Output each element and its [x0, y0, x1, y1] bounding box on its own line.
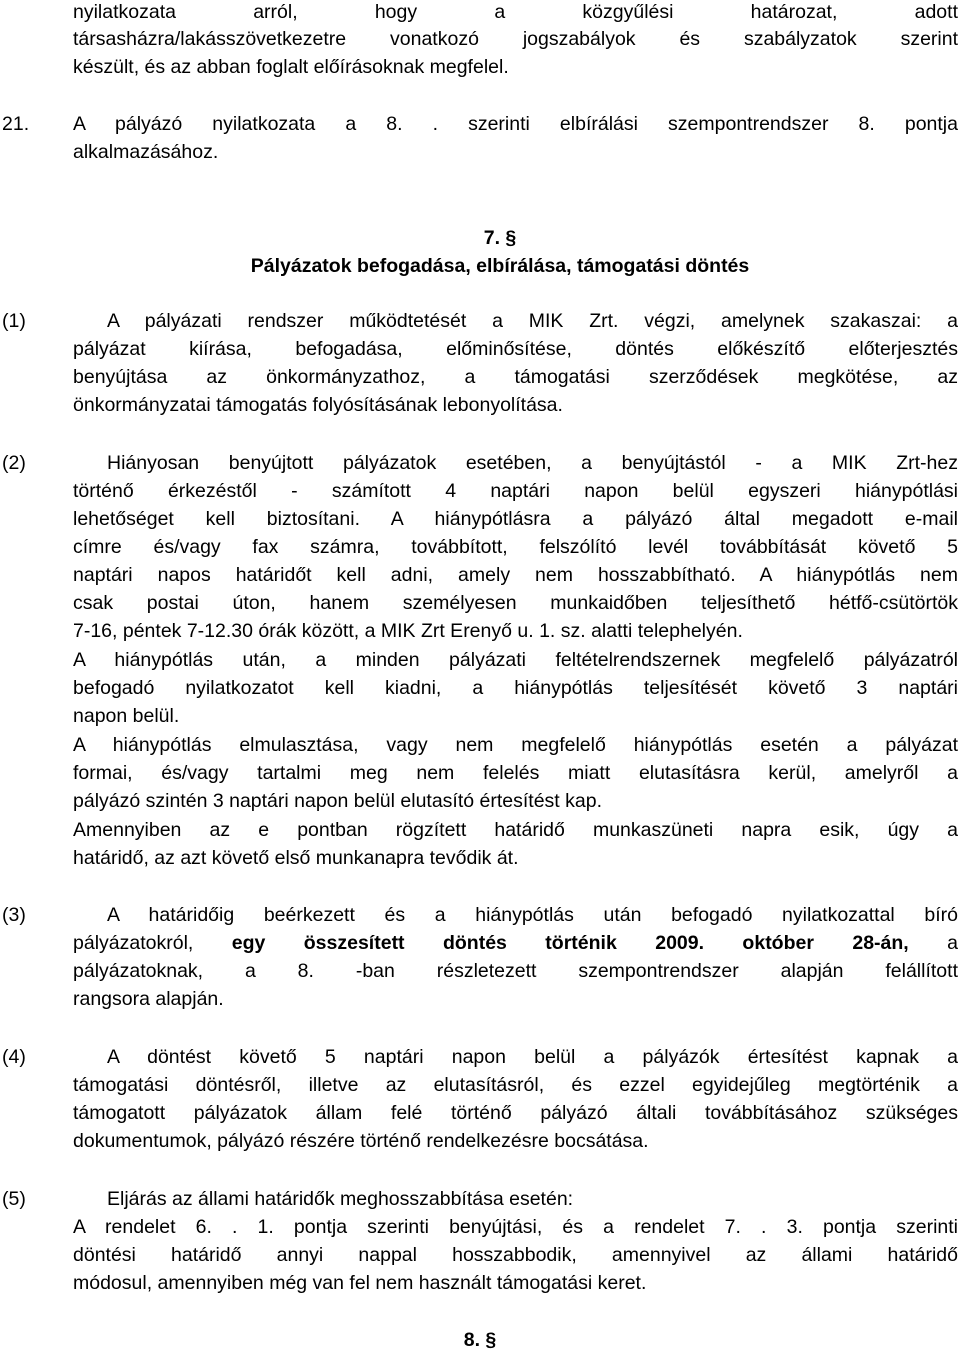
item-21-number: 21.	[2, 113, 30, 135]
p4-number: (4)	[2, 1046, 26, 1068]
p3-number: (3)	[2, 904, 26, 926]
section-8-number: 8. §	[463, 1329, 497, 1351]
p1-line-4: önkormányzatai támogatás folyósításának lebonyolítása.	[73, 394, 563, 416]
p2-line: csak postai úton, hanem személyesen munkaidőben teljesíthető hétfő-csütörtök	[73, 592, 958, 614]
p2-line: naptári napos határidőt kell adni, amely nem hosszabbítható. A hiánypótlás nem	[73, 564, 958, 586]
p1-number: (1)	[2, 310, 26, 332]
p2-line: formai, és/vagy tartalmi meg nem felelés miatt elutasításra kerül, amelyről a	[73, 762, 958, 784]
p4-line-4: dokumentumok, pályázó részére történő rendelkezésre bocsátása.	[73, 1130, 649, 1152]
p2-line: napon belül.	[73, 705, 180, 727]
p3-line-4: rangsora alapján.	[73, 988, 224, 1010]
p1-line-1: A pályázati rendszer működtetését a MIK Zrt. végzi, amelynek szakaszai: a	[107, 310, 958, 332]
p5-line-3: döntési határidő annyi nappal hosszabbodik, amennyivel az állami határidő	[73, 1244, 958, 1266]
p5-line-1: Eljárás az állami határidők meghosszabbítása esetén:	[107, 1188, 574, 1210]
item-21-line-2: alkalmazásához.	[73, 141, 219, 163]
section-sign-icon: §	[505, 227, 517, 249]
intro-line-1: nyilatkozata arról, hogy a közgyűlési határozat, adott	[73, 1, 958, 23]
p2-line: befogadó nyilatkozatot kell kiadni, a hiánypótlás teljesítését követő 3 naptári	[73, 677, 958, 699]
p2-line: Hiányosan benyújtott pályázatok esetében, a benyújtástól - a MIK Zrt-hez	[107, 452, 958, 474]
section-7-title: Pályázatok befogadása, elbírálása, támogatási döntés	[250, 255, 750, 277]
item-21-line-1: A pályázó nyilatkozata a 8. . szerinti elbírálási szempontrendszer 8. pontja	[73, 113, 958, 135]
p1-line-3: benyújtása az önkormányzathoz, a támogatási szerződések megkötése, az	[73, 366, 958, 388]
p2-line: lehetőséget kell biztosítani. A hiánypótlásra a pályázó által megadott e-mail	[73, 508, 958, 530]
p3-line-2	[73, 931, 958, 955]
intro-line-3: készült, és az abban foglalt előírásoknak megfelel.	[73, 56, 509, 78]
p5-line-2: A rendelet 6. . 1. pontja szerinti benyújtási, és a rendelet 7. . 3. pontja szerinti	[73, 1216, 958, 1238]
p2-line: Amennyiben az e pontban rögzített határidő munkaszüneti napra esik, úgy a	[73, 819, 958, 841]
section-sign-icon: §	[485, 1329, 497, 1351]
p2-line: 7-16, péntek 7-12.30 órák között, a MIK Zrt Erenyő u. 1. sz. alatti telephelyén.	[73, 620, 743, 642]
p1-line-2: pályázat kiírása, befogadása, előminősítése, döntés előkészítő előterjesztés	[73, 338, 958, 360]
p2-line: határidő, az azt követő első munkanapra tevődik át.	[73, 847, 519, 869]
p4-line-2: támogatási döntésről, illetve az elutasításról, és ezzel egyidejűleg megtörténik a	[73, 1074, 958, 1096]
p5-line-4: módosul, amennyiben még van fel nem használt támogatási keret.	[73, 1272, 647, 1294]
p2-line: A hiánypótlás után, a minden pályázati feltételrendszernek megfelelő pályázatról	[73, 649, 958, 671]
p2-line: A hiánypótlás elmulasztása, vagy nem megfelelő hiánypótlás esetén a pályázat	[73, 734, 958, 756]
intro-line-2: társasházra/lakásszövetkezetre vonatkozó jogszabályok és szabályzatok szerint	[73, 28, 958, 50]
p3-line-2-start: pályázatokról,	[73, 932, 194, 954]
p3-line-3: pályázatoknak, a 8. -ban részletezett szempontrendszer alapján felállított	[73, 960, 958, 982]
p2-line: címre és/vagy fax számra, továbbított, felszólító levél továbbítását követő 5	[73, 536, 958, 558]
p5-number: (5)	[2, 1188, 26, 1210]
section-7-number: 7. §	[483, 227, 517, 249]
p2-line: történő érkezéstől - számított 4 naptári napon belül egyszeri hiánypótlási	[73, 480, 958, 502]
p3-decision-date: egy összesített döntés történik 2009. október 28-án,	[231, 932, 909, 954]
p3-line-2-end: a	[947, 932, 958, 954]
p4-line-1: A döntést követő 5 naptári napon belül a pályázók értesítést kapnak a	[107, 1046, 958, 1068]
p4-line-3: támogatott pályázatok állam felé történő pályázó általi továbbításához szükséges	[73, 1102, 958, 1124]
p3-line-1: A határidőig beérkezett és a hiánypótlás után befogadó nyilatkozattal bíró	[107, 904, 958, 926]
p2-number: (2)	[2, 452, 26, 474]
p2-line: pályázó szintén 3 naptári napon belül elutasító értesítést kap.	[73, 790, 603, 812]
